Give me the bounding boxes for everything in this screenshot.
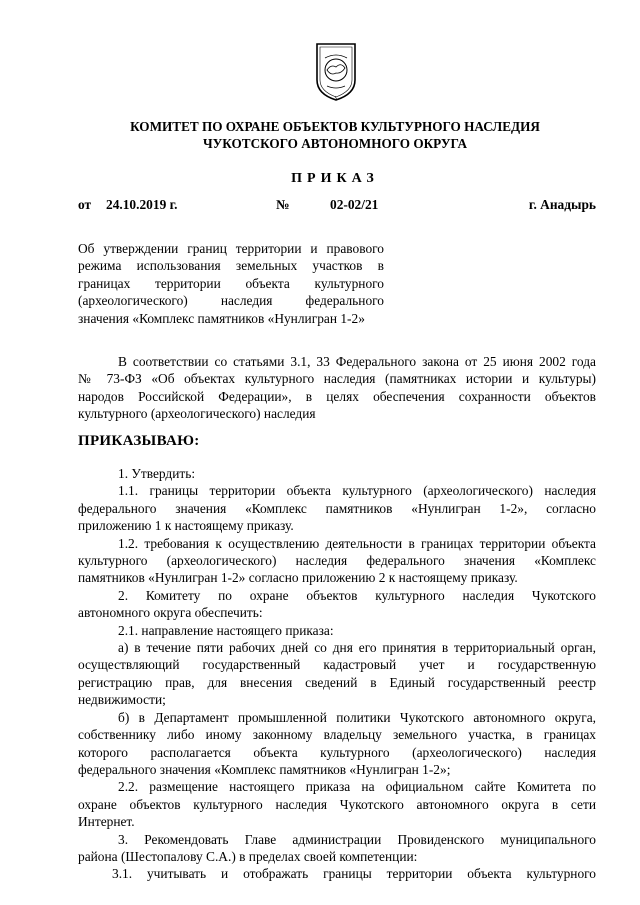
clause-2-2-line: охране объектов культурного наследия Чукотского автономного округа в сети: [78, 796, 596, 812]
clause-2-1b-line: б) в Департамент промышленной политики Чукотского автономного округа,: [118, 709, 596, 725]
clause-2-line: автономного округа обеспечить:: [78, 605, 263, 621]
document-type: ПРИКАЗ: [291, 171, 379, 186]
clause-2-2-line: 2.2. размещение настоящего приказа на официальном сайте Комитета по: [118, 779, 596, 795]
clause-3-line: 3. Рекомендовать Главе администрации Провиденского муниципального: [118, 831, 596, 847]
clause-1-2-line: культурного (археологического) наследия федерального значения «Комплекс: [78, 553, 596, 569]
document-subject: [78, 240, 384, 327]
clause-1-2-line: памятников «Нунлигран 1-2» согласно приложению 2 к настоящему приказу.: [78, 570, 518, 586]
preamble-line: народов Российской Федерации», в целях обеспечения сохранности объектов: [78, 388, 596, 404]
preamble: [78, 353, 596, 423]
org-name-line1: КОМИТЕТ ПО ОХРАНЕ ОБЪЕКТОВ КУЛЬТУРНОГО НАСЛЕДИЯ: [130, 119, 540, 134]
clause-1-2-line: 1.2. требования к осуществлению деятельности в границах территории объекта: [118, 535, 596, 551]
clause-2-2-line: Интернет.: [78, 814, 135, 830]
clause-2-1b-line: федерального значения «Комплекс памятников «Нунлигран 1-2»;: [78, 761, 451, 777]
clause-3-line: района (Шестопалову С.А.) в пределах своей компетенции:: [78, 848, 418, 864]
clause-2-1a-line: недвижимости;: [78, 692, 166, 708]
preamble-line: № 73-ФЗ «Об объектах культурного наследия (памятниках истории и культуры): [78, 371, 596, 387]
clause-1-1-line: приложению 1 к настоящему приказу.: [78, 518, 294, 534]
clause-3-1: 3.1. учитывать и отображать границы территории объекта культурного: [112, 866, 596, 882]
clause-1: 1. Утвердить:: [118, 466, 196, 481]
document-city: г. Анадырь: [528, 197, 596, 212]
coat-of-arms-icon: [313, 40, 359, 102]
orders-heading: ПРИКАЗЫВАЮ:: [78, 433, 200, 449]
clause-2-1a-line: а) в течение пяти рабочих дней со дня его принятия в территориальный орган,: [118, 640, 596, 656]
clause-2-1b-line: собственнику либо иному законному владельцу земельного участка, в границах: [78, 727, 596, 743]
subject-line: режима использования земельных участков в: [78, 258, 384, 274]
preamble-line: В соответствии со статьями 3.1, 33 Федерального закона от 25 июня 2002 года: [118, 354, 596, 369]
clause-2-1: 2.1. направление настоящего приказа:: [118, 622, 334, 638]
document-date: 24.10.2019 г.: [106, 197, 178, 212]
clause-2-1b-line: которого располагается объекта культурного (археологического) наследия: [78, 744, 596, 760]
date-prefix: от: [78, 197, 92, 212]
number-sign: №: [276, 197, 290, 212]
clause-2-1a-line: регистрацию прав, для внесения сведений в Единый государственный реестр: [78, 674, 596, 690]
clause-1-1-line: федерального значения «Комплекс памятников «Нунлигран 1-2», согласно: [78, 500, 596, 516]
subject-line: значения «Комплекс памятников «Нунлигран 1-2»: [78, 310, 365, 326]
subject-line: Об утверждении границ территории и правового: [78, 241, 384, 256]
preamble-line: культурного (археологического) наследия: [78, 406, 316, 422]
document-number: 02-02/21: [330, 197, 379, 212]
clause-2-line: 2. Комитету по охране объектов культурного наследия Чукотского: [118, 587, 596, 603]
clause-2-1a-line: осуществляющий государственный кадастровый учет и государственную: [78, 657, 596, 673]
subject-line: (археологического) наследия федерального: [78, 293, 384, 309]
clauses: [78, 465, 596, 883]
org-name-line2: ЧУКОТСКОГО АВТОНОМНОГО ОКРУГА: [202, 136, 468, 151]
subject-line: границах территории объекта культурного: [78, 275, 384, 291]
clause-1-1-line: 1.1. границы территории объекта культурного (археологического) наследия: [118, 483, 596, 499]
